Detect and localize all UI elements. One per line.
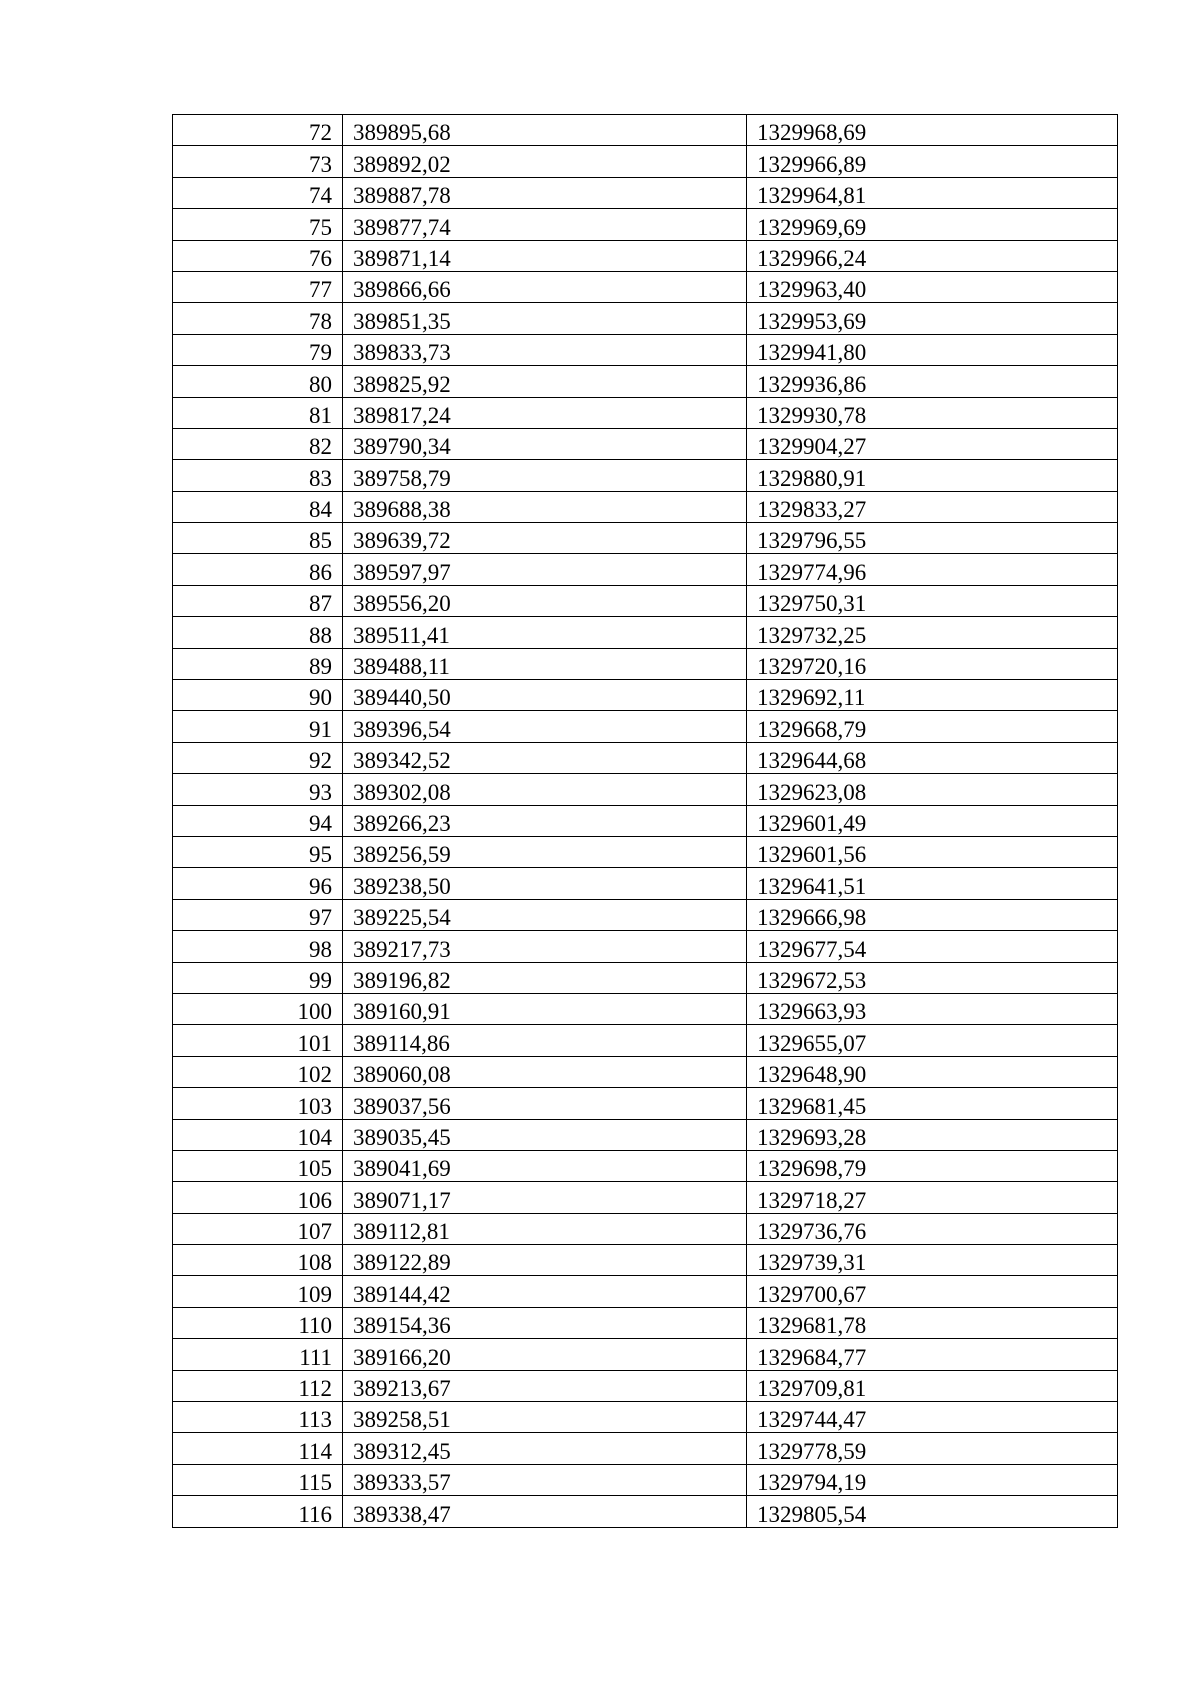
point-number-cell: 95: [173, 836, 343, 867]
table-row: [173, 146, 1118, 177]
table-row: [173, 523, 1118, 554]
point-number-cell: 88: [173, 617, 343, 648]
table-row: [173, 1213, 1118, 1244]
x-coordinate-cell: 389114,86: [343, 1025, 747, 1056]
x-coordinate-cell: 389556,20: [343, 585, 747, 616]
point-number-cell: 101: [173, 1025, 343, 1056]
coordinates-table-body: [173, 115, 1118, 1528]
y-coordinate-cell: 1329655,07: [747, 1025, 1118, 1056]
y-coordinate-cell: 1329794,19: [747, 1464, 1118, 1495]
table-row: [173, 1088, 1118, 1119]
x-coordinate-cell: 389895,68: [343, 115, 747, 146]
table-row: [173, 1056, 1118, 1087]
coordinates-table: [172, 114, 1118, 1528]
x-coordinate-cell: 389396,54: [343, 711, 747, 742]
y-coordinate-cell: 1329966,89: [747, 146, 1118, 177]
table-row: [173, 1339, 1118, 1370]
table-row: [173, 1433, 1118, 1464]
point-number-cell: 106: [173, 1182, 343, 1213]
y-coordinate-cell: 1329623,08: [747, 774, 1118, 805]
x-coordinate-cell: 389060,08: [343, 1056, 747, 1087]
y-coordinate-cell: 1329692,11: [747, 680, 1118, 711]
table-row: [173, 993, 1118, 1024]
y-coordinate-cell: 1329930,78: [747, 397, 1118, 428]
point-number-cell: 94: [173, 805, 343, 836]
table-row: [173, 680, 1118, 711]
y-coordinate-cell: 1329644,68: [747, 742, 1118, 773]
point-number-cell: 86: [173, 554, 343, 585]
x-coordinate-cell: 389871,14: [343, 240, 747, 271]
point-number-cell: 83: [173, 460, 343, 491]
table-row: [173, 303, 1118, 334]
x-coordinate-cell: 389817,24: [343, 397, 747, 428]
y-coordinate-cell: 1329904,27: [747, 428, 1118, 459]
y-coordinate-cell: 1329648,90: [747, 1056, 1118, 1087]
table-row: [173, 1370, 1118, 1401]
point-number-cell: 113: [173, 1402, 343, 1433]
x-coordinate-cell: 389196,82: [343, 962, 747, 993]
x-coordinate-cell: 389217,73: [343, 931, 747, 962]
y-coordinate-cell: 1329709,81: [747, 1370, 1118, 1401]
point-number-cell: 75: [173, 209, 343, 240]
table-row: [173, 177, 1118, 208]
point-number-cell: 112: [173, 1370, 343, 1401]
point-number-cell: 72: [173, 115, 343, 146]
point-number-cell: 104: [173, 1119, 343, 1150]
y-coordinate-cell: 1329744,47: [747, 1402, 1118, 1433]
x-coordinate-cell: 389144,42: [343, 1276, 747, 1307]
y-coordinate-cell: 1329774,96: [747, 554, 1118, 585]
table-row: [173, 774, 1118, 805]
x-coordinate-cell: 389037,56: [343, 1088, 747, 1119]
point-number-cell: 82: [173, 428, 343, 459]
point-number-cell: 92: [173, 742, 343, 773]
table-row: [173, 554, 1118, 585]
point-number-cell: 78: [173, 303, 343, 334]
table-row: [173, 1182, 1118, 1213]
x-coordinate-cell: 389112,81: [343, 1213, 747, 1244]
y-coordinate-cell: 1329681,45: [747, 1088, 1118, 1119]
point-number-cell: 115: [173, 1464, 343, 1495]
y-coordinate-cell: 1329796,55: [747, 523, 1118, 554]
y-coordinate-cell: 1329641,51: [747, 868, 1118, 899]
y-coordinate-cell: 1329941,80: [747, 334, 1118, 365]
point-number-cell: 116: [173, 1496, 343, 1527]
point-number-cell: 111: [173, 1339, 343, 1370]
point-number-cell: 107: [173, 1213, 343, 1244]
x-coordinate-cell: 389213,67: [343, 1370, 747, 1401]
y-coordinate-cell: 1329936,86: [747, 366, 1118, 397]
x-coordinate-cell: 389071,17: [343, 1182, 747, 1213]
x-coordinate-cell: 389041,69: [343, 1150, 747, 1181]
x-coordinate-cell: 389338,47: [343, 1496, 747, 1527]
x-coordinate-cell: 389851,35: [343, 303, 747, 334]
table-row: [173, 1245, 1118, 1276]
x-coordinate-cell: 389597,97: [343, 554, 747, 585]
x-coordinate-cell: 389877,74: [343, 209, 747, 240]
table-row: [173, 209, 1118, 240]
y-coordinate-cell: 1329693,28: [747, 1119, 1118, 1150]
point-number-cell: 87: [173, 585, 343, 616]
table-row: [173, 617, 1118, 648]
table-row: [173, 1150, 1118, 1181]
y-coordinate-cell: 1329684,77: [747, 1339, 1118, 1370]
table-row: [173, 585, 1118, 616]
table-row: [173, 460, 1118, 491]
y-coordinate-cell: 1329968,69: [747, 115, 1118, 146]
y-coordinate-cell: 1329720,16: [747, 648, 1118, 679]
y-coordinate-cell: 1329672,53: [747, 962, 1118, 993]
table-row: [173, 491, 1118, 522]
point-number-cell: 93: [173, 774, 343, 805]
x-coordinate-cell: 389488,11: [343, 648, 747, 679]
x-coordinate-cell: 389866,66: [343, 271, 747, 302]
x-coordinate-cell: 389302,08: [343, 774, 747, 805]
table-row: [173, 1119, 1118, 1150]
table-row: [173, 366, 1118, 397]
y-coordinate-cell: 1329668,79: [747, 711, 1118, 742]
point-number-cell: 74: [173, 177, 343, 208]
table-row: [173, 742, 1118, 773]
y-coordinate-cell: 1329953,69: [747, 303, 1118, 334]
x-coordinate-cell: 389225,54: [343, 899, 747, 930]
y-coordinate-cell: 1329750,31: [747, 585, 1118, 616]
y-coordinate-cell: 1329663,93: [747, 993, 1118, 1024]
table-row: [173, 868, 1118, 899]
x-coordinate-cell: 389758,79: [343, 460, 747, 491]
point-number-cell: 81: [173, 397, 343, 428]
y-coordinate-cell: 1329969,69: [747, 209, 1118, 240]
x-coordinate-cell: 389035,45: [343, 1119, 747, 1150]
point-number-cell: 84: [173, 491, 343, 522]
table-row: [173, 271, 1118, 302]
point-number-cell: 77: [173, 271, 343, 302]
x-coordinate-cell: 389892,02: [343, 146, 747, 177]
y-coordinate-cell: 1329778,59: [747, 1433, 1118, 1464]
point-number-cell: 80: [173, 366, 343, 397]
x-coordinate-cell: 389440,50: [343, 680, 747, 711]
x-coordinate-cell: 389312,45: [343, 1433, 747, 1464]
table-row: [173, 931, 1118, 962]
table-row: [173, 1307, 1118, 1338]
x-coordinate-cell: 389154,36: [343, 1307, 747, 1338]
x-coordinate-cell: 389122,89: [343, 1245, 747, 1276]
point-number-cell: 114: [173, 1433, 343, 1464]
y-coordinate-cell: 1329739,31: [747, 1245, 1118, 1276]
y-coordinate-cell: 1329677,54: [747, 931, 1118, 962]
point-number-cell: 85: [173, 523, 343, 554]
point-number-cell: 105: [173, 1150, 343, 1181]
y-coordinate-cell: 1329601,56: [747, 836, 1118, 867]
table-row: [173, 397, 1118, 428]
table-row: [173, 1464, 1118, 1495]
y-coordinate-cell: 1329833,27: [747, 491, 1118, 522]
table-row: [173, 648, 1118, 679]
y-coordinate-cell: 1329732,25: [747, 617, 1118, 648]
point-number-cell: 103: [173, 1088, 343, 1119]
y-coordinate-cell: 1329718,27: [747, 1182, 1118, 1213]
point-number-cell: 73: [173, 146, 343, 177]
point-number-cell: 109: [173, 1276, 343, 1307]
table-row: [173, 805, 1118, 836]
x-coordinate-cell: 389166,20: [343, 1339, 747, 1370]
point-number-cell: 99: [173, 962, 343, 993]
y-coordinate-cell: 1329601,49: [747, 805, 1118, 836]
x-coordinate-cell: 389825,92: [343, 366, 747, 397]
x-coordinate-cell: 389833,73: [343, 334, 747, 365]
table-row: [173, 962, 1118, 993]
point-number-cell: 96: [173, 868, 343, 899]
y-coordinate-cell: 1329805,54: [747, 1496, 1118, 1527]
table-row: [173, 711, 1118, 742]
y-coordinate-cell: 1329963,40: [747, 271, 1118, 302]
table-row: [173, 1276, 1118, 1307]
x-coordinate-cell: 389511,41: [343, 617, 747, 648]
x-coordinate-cell: 389256,59: [343, 836, 747, 867]
x-coordinate-cell: 389266,23: [343, 805, 747, 836]
y-coordinate-cell: 1329666,98: [747, 899, 1118, 930]
x-coordinate-cell: 389688,38: [343, 491, 747, 522]
table-row: [173, 1025, 1118, 1056]
point-number-cell: 98: [173, 931, 343, 962]
table-row: [173, 240, 1118, 271]
table-row: [173, 1402, 1118, 1433]
x-coordinate-cell: 389258,51: [343, 1402, 747, 1433]
table-row: [173, 1496, 1118, 1527]
table-row: [173, 836, 1118, 867]
table-row: [173, 115, 1118, 146]
x-coordinate-cell: 389639,72: [343, 523, 747, 554]
y-coordinate-cell: 1329964,81: [747, 177, 1118, 208]
point-number-cell: 108: [173, 1245, 343, 1276]
table-row: [173, 899, 1118, 930]
x-coordinate-cell: 389160,91: [343, 993, 747, 1024]
point-number-cell: 100: [173, 993, 343, 1024]
point-number-cell: 89: [173, 648, 343, 679]
y-coordinate-cell: 1329966,24: [747, 240, 1118, 271]
point-number-cell: 97: [173, 899, 343, 930]
y-coordinate-cell: 1329698,79: [747, 1150, 1118, 1181]
point-number-cell: 90: [173, 680, 343, 711]
table-row: [173, 334, 1118, 365]
point-number-cell: 76: [173, 240, 343, 271]
y-coordinate-cell: 1329880,91: [747, 460, 1118, 491]
x-coordinate-cell: 389790,34: [343, 428, 747, 459]
point-number-cell: 102: [173, 1056, 343, 1087]
y-coordinate-cell: 1329681,78: [747, 1307, 1118, 1338]
x-coordinate-cell: 389333,57: [343, 1464, 747, 1495]
x-coordinate-cell: 389342,52: [343, 742, 747, 773]
point-number-cell: 110: [173, 1307, 343, 1338]
point-number-cell: 79: [173, 334, 343, 365]
table-row: [173, 428, 1118, 459]
y-coordinate-cell: 1329700,67: [747, 1276, 1118, 1307]
y-coordinate-cell: 1329736,76: [747, 1213, 1118, 1244]
x-coordinate-cell: 389238,50: [343, 868, 747, 899]
point-number-cell: 91: [173, 711, 343, 742]
x-coordinate-cell: 389887,78: [343, 177, 747, 208]
